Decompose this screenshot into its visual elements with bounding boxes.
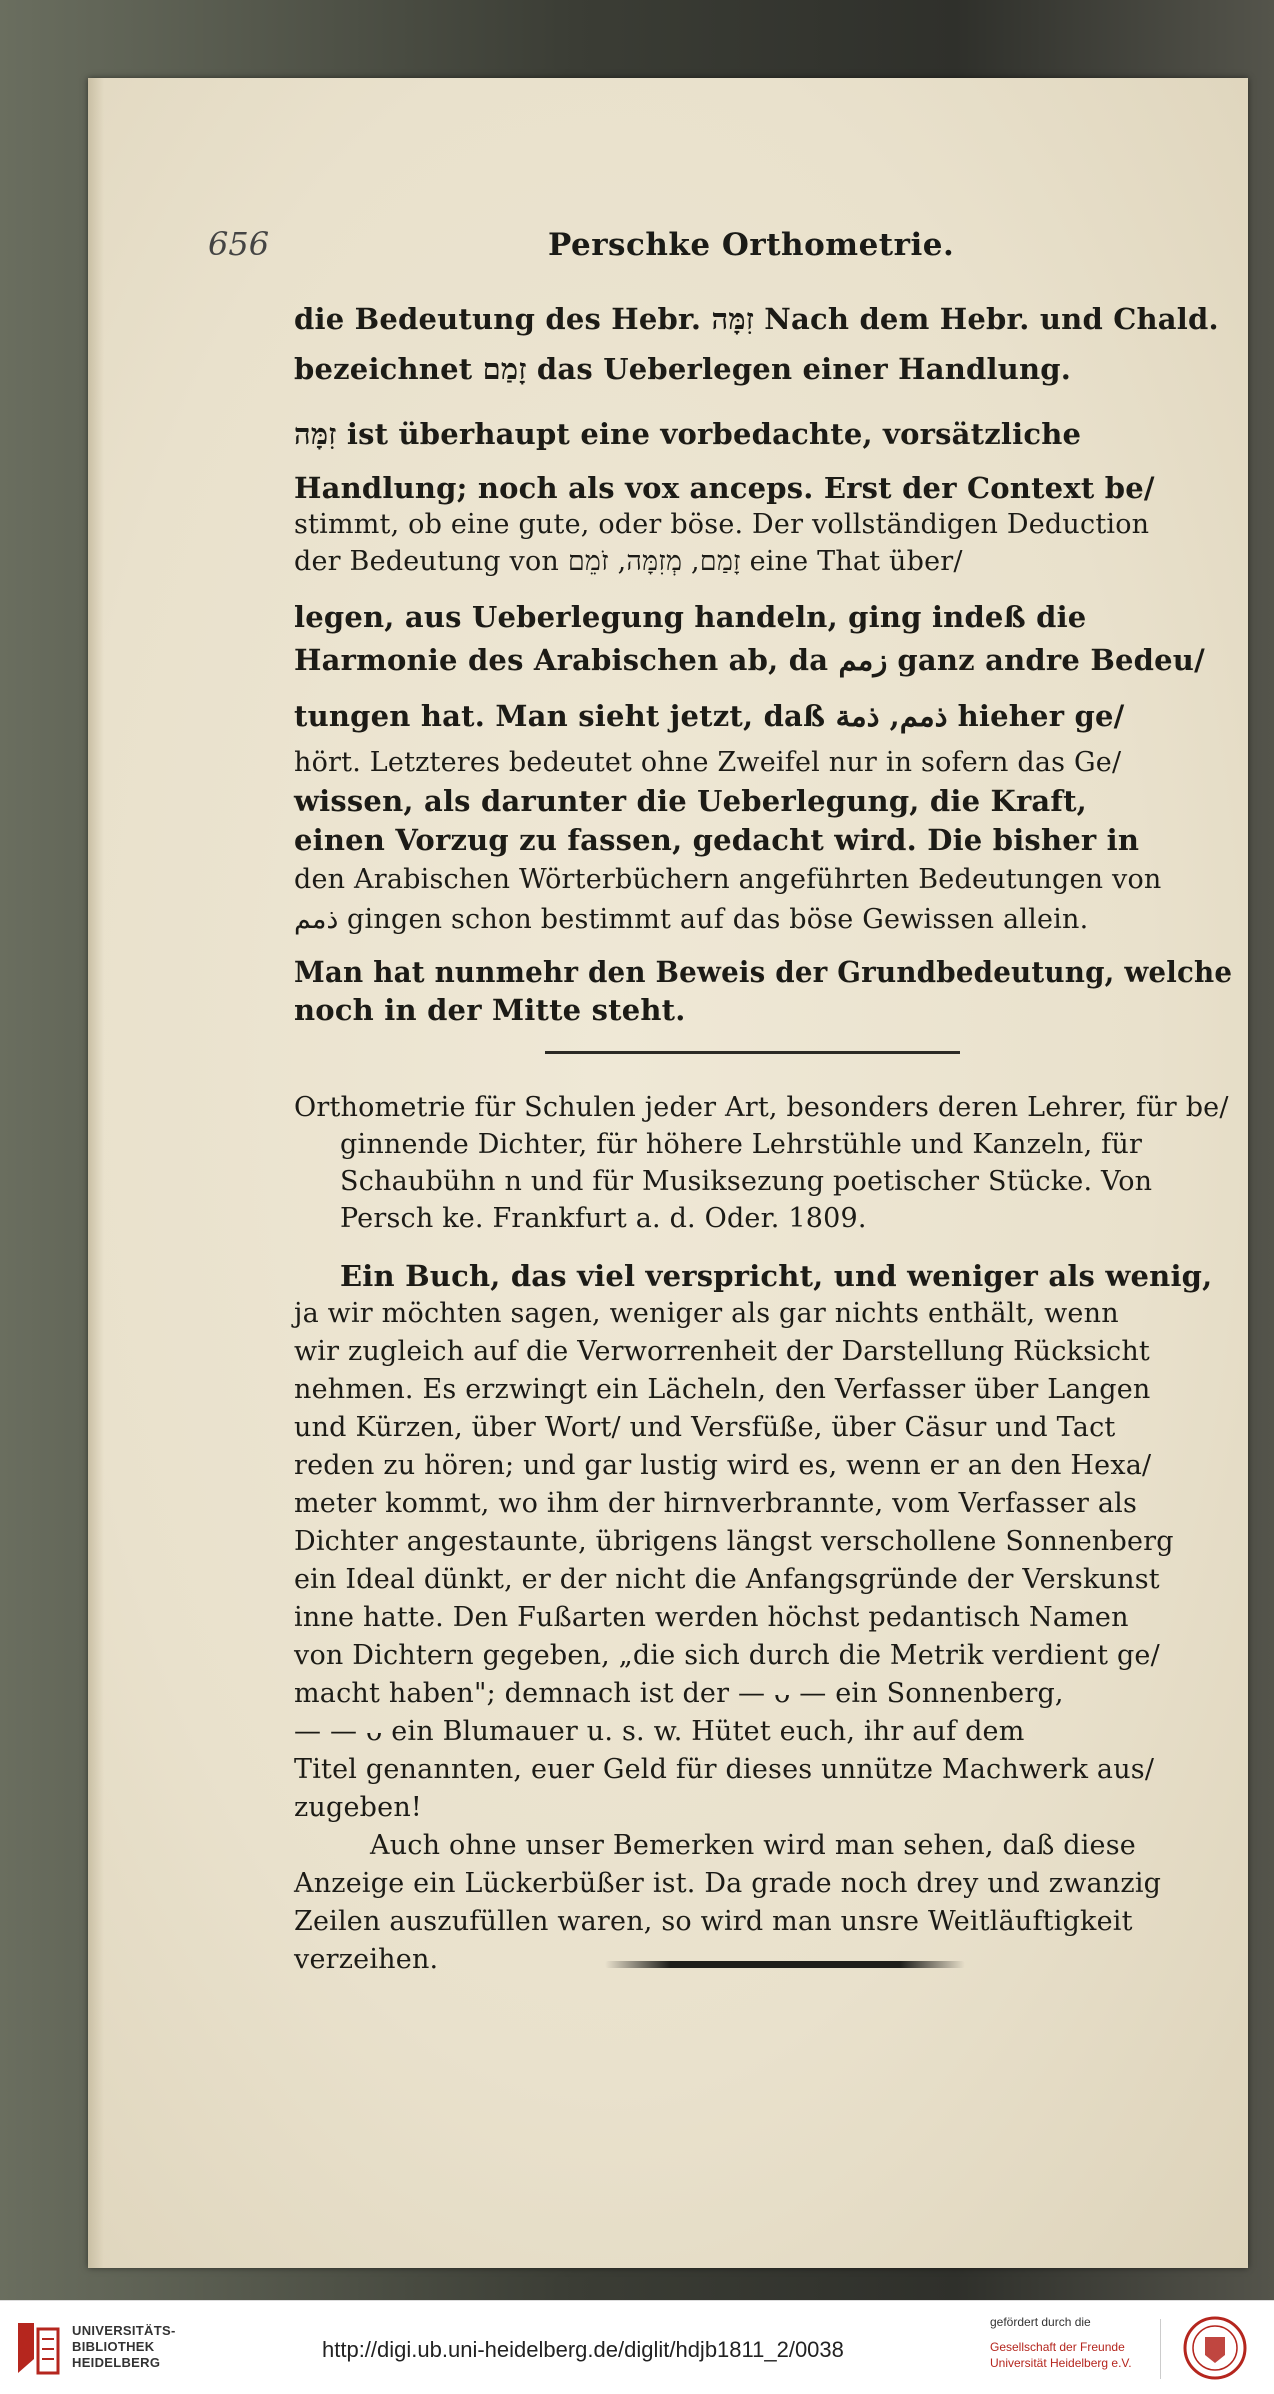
text-line: den Arabischen Wörterbüchern angeführten Bedeutungen von (294, 864, 1162, 895)
text-line: legen, aus Ueberlegung handeln, ging indeß die (294, 600, 1087, 634)
text-line: die Bedeutung des Hebr. זִמָּה Nach dem Hebr. und Chald. (294, 302, 1219, 336)
text-line: זִמָּה ist überhaupt eine vorbedachte, vorsätzliche (294, 417, 1082, 451)
review-body-line: nehmen. Es erzwingt ein Lächeln, den Verfasser über Langen (294, 1374, 1151, 1405)
review-body-line: ja wir möchten sagen, weniger als gar nichts enthält, wenn (294, 1298, 1119, 1329)
review-title-line: Orthometrie für Schulen jeder Art, besonders deren Lehrer, für be/ (294, 1092, 1229, 1123)
review-body-line: Anzeige ein Lückerbüßer ist. Da grade noch drey und zwanzig (294, 1868, 1162, 1899)
review-body-line: Ein Buch, das viel verspricht, und weniger als wenig, (340, 1259, 1213, 1293)
section-divider (545, 1051, 960, 1054)
review-body-line: zugeben! (294, 1792, 422, 1823)
review-body-line: macht haben"; demnach ist der — ᴗ — ein Sonnenberg, (294, 1678, 1064, 1709)
review-body-line: — — ᴗ ein Blumauer u. s. w. Hütet euch, ihr auf dem (294, 1716, 1025, 1747)
review-body-line: Titel genannten, euer Geld für dieses unnütze Machwerk aus/ (294, 1754, 1155, 1785)
review-body-line: von Dichtern gegeben, „die sich durch die Metrik verdient ge/ (294, 1640, 1160, 1671)
text-line: einen Vorzug zu fassen, gedacht wird. Die bisher in (294, 823, 1140, 857)
review-body-line: inne hatte. Den Fußarten werden höchst pedantisch Namen (294, 1602, 1129, 1633)
text-line: wissen, als darunter die Ueberlegung, die Kraft, (294, 784, 1087, 818)
footer-divider (1160, 2319, 1161, 2379)
review-body-line: Auch ohne unser Bemerken wird man sehen, daß diese (370, 1830, 1136, 1861)
review-body-line: verzeihen. (294, 1944, 439, 1975)
end-ornament (605, 1961, 965, 1968)
review-title-line: ginnende Dichter, für höhere Lehrstühle und Kanzeln, für (340, 1129, 1143, 1160)
text-line: noch in der Mitte steht. (294, 993, 686, 1027)
page-header (208, 225, 960, 275)
review-body-line: Zeilen auszufüllen waren, so wird man unsre Weitläuftigkeit (294, 1906, 1133, 1937)
viewer-footer (0, 2300, 1274, 2394)
text-line: der Bedeutung von זָמַם, מְזִמָּה, זֹמֵם eine That über/ (294, 546, 963, 577)
library-name: UNIVERSITÄTS- BIBLIOTHEK HEIDELBERG (72, 2323, 176, 2370)
sponsor-society[interactable]: Gesellschaft der Freunde Universität Heidelberg e.V. (990, 2340, 1132, 2370)
running-head: Perschke Orthometrie. (548, 227, 955, 263)
text-line: hört. Letzteres bedeutet ohne Zweifel nur in sofern das Ge/ (294, 747, 1122, 778)
university-seal-icon (1175, 2315, 1255, 2381)
text-line: ذمم gingen schon bestimmt auf das böse Gewissen allein. (294, 904, 1089, 935)
review-body-line: und Kürzen, über Wort/ und Versfüße, über Cäsur und Tact (294, 1412, 1116, 1443)
text-line: bezeichnet זָמַם das Ueberlegen einer Handlung. (294, 352, 1072, 386)
text-line: Handlung; noch als vox anceps. Erst der Context be/ (294, 471, 1155, 505)
ub-logo-icon (14, 2319, 62, 2377)
review-body-line: meter kommt, wo ihm der hirnverbrannte, vom Verfasser als (294, 1488, 1138, 1519)
text-line: stimmt, ob eine gute, oder böse. Der vollständigen Deduction (294, 509, 1150, 540)
page-number: 656 (208, 225, 270, 263)
review-body-line: Dichter angestaunte, übrigens längst verschollene Sonnenberg (294, 1526, 1174, 1557)
sponsor-label: gefördert durch die (990, 2315, 1091, 2329)
review-title-line: Persch ke. Frankfurt a. d. Oder. 1809. (340, 1203, 867, 1234)
review-body-line: ein Ideal dünkt, er der nicht die Anfangsgründe der Verskunst (294, 1564, 1160, 1595)
review-title-line: Schaubühn n und für Musiksezung poetischer Stücke. Von (340, 1166, 1153, 1197)
text-line: Harmonie des Arabischen ab, da زمم ganz andre Bedeu/ (294, 643, 1205, 677)
text-line: Man hat nunmehr den Beweis der Grundbedeutung, welche (294, 955, 1233, 989)
review-body-line: reden zu hören; und gar lustig wird es, wenn er an den Hexa/ (294, 1450, 1152, 1481)
text-line: tungen hat. Man sieht jetzt, daß ذمم, ذمة hieher ge/ (294, 699, 1125, 733)
permalink-url[interactable]: http://digi.ub.uni-heidelberg.de/diglit/hdjb1811_2/0038 (322, 2337, 844, 2362)
review-body-line: wir zugleich auf die Verworrenheit der Darstellung Rücksicht (294, 1336, 1150, 1367)
